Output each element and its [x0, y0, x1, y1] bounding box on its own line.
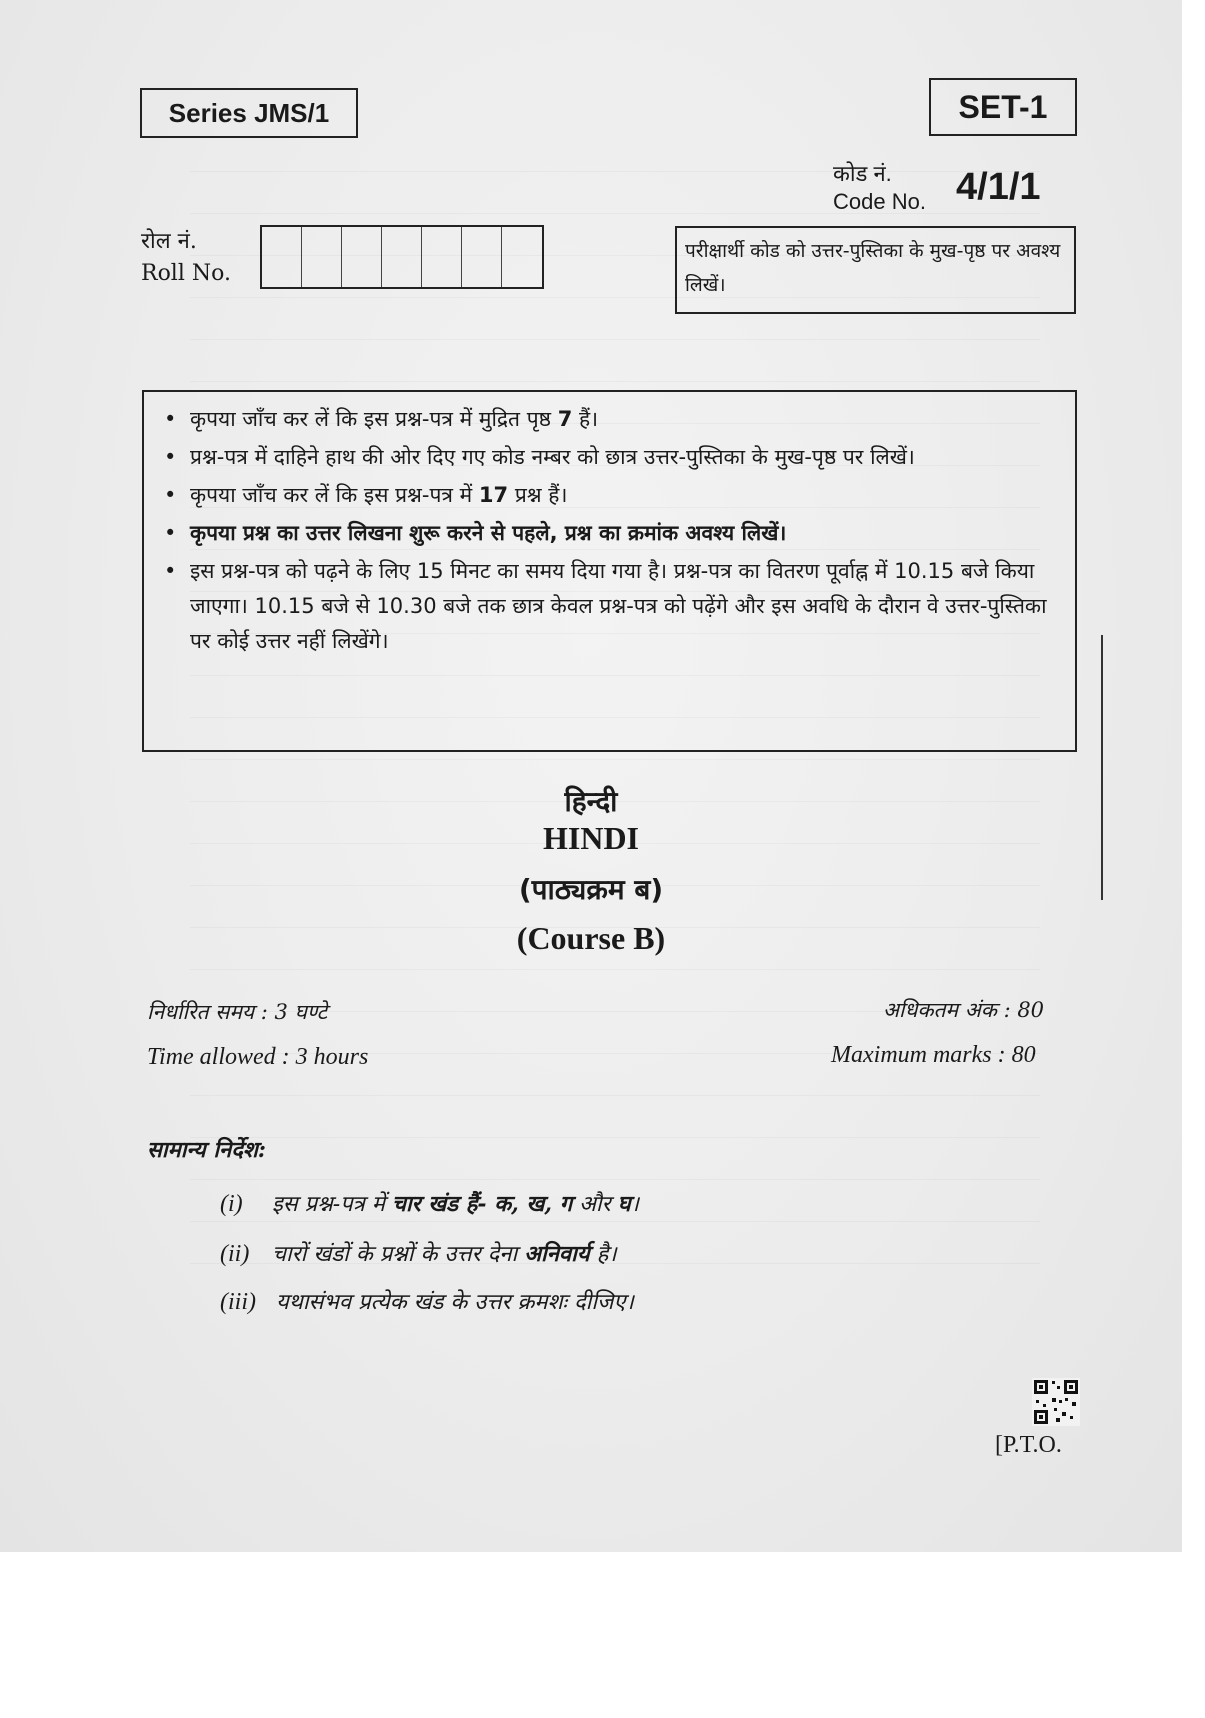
time-allowed-hindi: निर्धारित समय : 3 घण्टे	[147, 1000, 328, 1024]
roll-number-cell[interactable]	[502, 227, 542, 287]
roll-number-cell[interactable]	[262, 227, 302, 287]
item-text: ।	[630, 1192, 639, 1217]
general-instruction-item	[220, 1188, 639, 1218]
instruction-text-bold: 17	[478, 483, 509, 507]
code-label-english: Code No.	[833, 189, 926, 214]
instruction-text: हैं।	[572, 407, 599, 431]
code-label-hindi: कोड नं.	[833, 161, 892, 186]
instruction-text: कृपया जाँच कर लें कि इस प्रश्न-पत्र में	[190, 483, 479, 507]
roll-label	[141, 226, 231, 290]
instruction-item	[160, 516, 1063, 551]
item-number: (ii)	[220, 1241, 250, 1267]
max-marks-hindi: अधिकतम अंक : 80	[883, 998, 1045, 1022]
code-label	[833, 160, 926, 216]
roll-number-cell[interactable]	[382, 227, 422, 287]
roll-label-english: Roll No.	[141, 261, 231, 286]
pto-label: [P.T.O.	[995, 1432, 1062, 1458]
instructions-list	[160, 402, 1063, 659]
instruction-text: इस प्रश्न-पत्र को पढ़ने के लिए 15 मिनट का समय दिया गया है। प्रश्न-पत्र का वितरण पूर्वाह्न में 10.15 बजे किया जाएगा। 10.15 बजे से 10.30 बजे तक छात्र केवल प्रश्न-पत्र को पढ़ेंगे और इस अवधि के दौरान वे उत्तर-पुस्तिका पर कोई उत्तर नहीं लिखेंगे।	[190, 559, 1047, 653]
instruction-text: प्रश्न-पत्र में दाहिने हाथ की ओर दिए गए कोड नम्बर को छात्र उत्तर-पुस्तिका के मुख-पृष्ठ पर लिखें।	[190, 445, 915, 469]
roll-label-hindi: रोल नं.	[141, 229, 197, 254]
bullet-icon: •	[164, 521, 177, 545]
bullet-icon: •	[164, 407, 177, 431]
subject-title-hindi: हिन्दी	[564, 785, 618, 818]
general-instruction-item	[220, 1286, 634, 1316]
instruction-text-bold: 7	[557, 407, 573, 431]
instruction-text: कृपया जाँच कर लें कि इस प्रश्न-पत्र में मुद्रित पृष्ठ	[190, 407, 558, 431]
course-title-hindi: (पाठ्यक्रम ब)	[518, 873, 664, 906]
item-text: इस प्रश्न-पत्र में	[272, 1192, 392, 1217]
code-instruction-box: परीक्षार्थी कोड को उत्तर-पुस्तिका के मुख-पृष्ठ पर अवश्य लिखें।	[675, 226, 1076, 314]
roll-number-boxes[interactable]	[260, 225, 544, 289]
instruction-item	[160, 478, 1063, 513]
margin-line	[1101, 635, 1103, 900]
item-number: (iii)	[220, 1289, 256, 1315]
instruction-item	[160, 554, 1063, 659]
item-text-bold: अनिवार्य	[524, 1241, 590, 1267]
roll-number-cell[interactable]	[422, 227, 462, 287]
bullet-icon: •	[164, 559, 177, 583]
instruction-item	[160, 402, 1063, 437]
item-text-bold: चार खंड हैं- क, ख, ग	[391, 1191, 573, 1217]
subject-title-english: HINDI	[542, 820, 639, 856]
general-instruction-item	[220, 1238, 617, 1268]
instructions-box	[142, 390, 1077, 752]
course-title-english: (Course B)	[516, 920, 666, 956]
code-number: 4/1/1	[956, 166, 1041, 208]
bullet-icon: •	[164, 483, 177, 507]
series-label: Series JMS/1	[140, 88, 358, 138]
set-label: SET-1	[929, 78, 1077, 136]
instruction-text: प्रश्न हैं।	[508, 483, 568, 507]
qr-code-icon	[1032, 1378, 1080, 1426]
item-text: है।	[589, 1242, 617, 1267]
instruction-text-bold: कृपया प्रश्न का उत्तर लिखना शुरू करने से पहले, प्रश्न का क्रमांक अवश्य लिखें।	[190, 521, 787, 545]
item-text-bold: घ	[617, 1191, 631, 1217]
roll-number-cell[interactable]	[302, 227, 342, 287]
max-marks-english: Maximum marks : 80	[831, 1042, 1036, 1068]
item-text: यथासंभव प्रत्येक खंड के उत्तर क्रमशः दीजिए।	[276, 1290, 634, 1315]
time-allowed-english: Time allowed : 3 hours	[147, 1044, 369, 1070]
instruction-item	[160, 440, 1063, 475]
general-instructions-heading: सामान्य निर्देश:	[147, 1137, 267, 1163]
roll-number-cell[interactable]	[342, 227, 382, 287]
item-text: और	[572, 1192, 618, 1217]
item-text: चारों खंडों के प्रश्नों के उत्तर देना	[272, 1242, 525, 1267]
item-number: (i)	[220, 1191, 243, 1217]
bullet-icon: •	[164, 445, 177, 469]
roll-number-cell[interactable]	[462, 227, 502, 287]
